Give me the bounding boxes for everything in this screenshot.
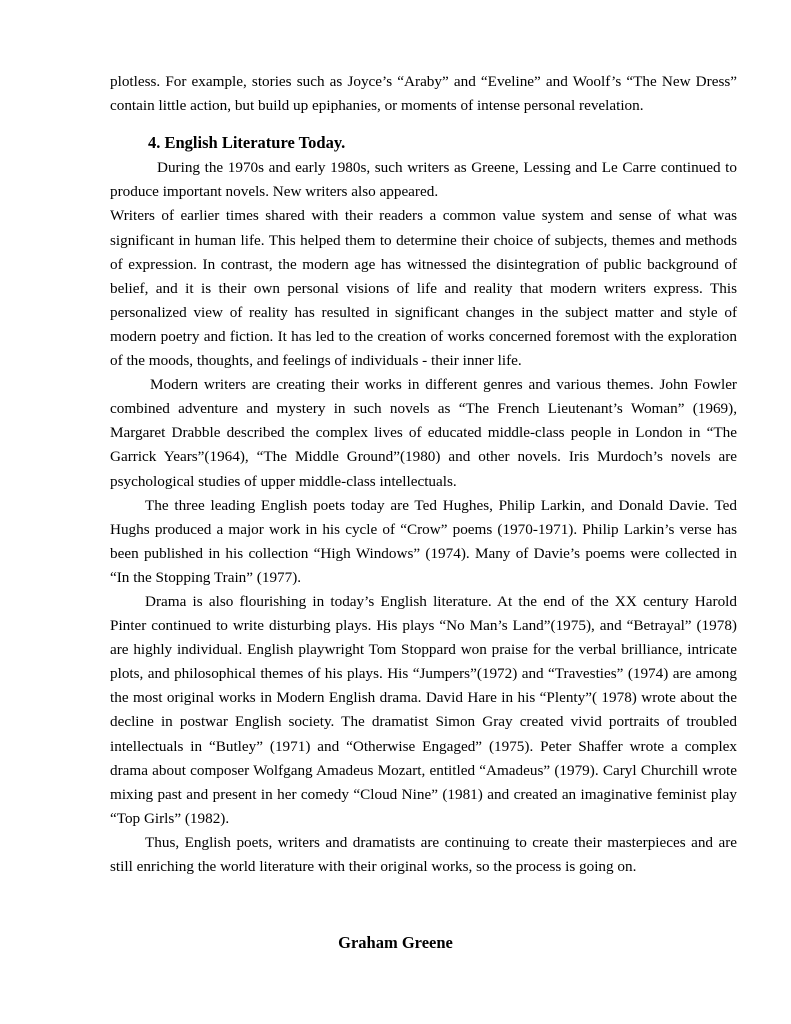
paragraph-modern-age: Writers of earlier times shared with their readers a common value system and sense of what was significant in human life. This helped them to determine their choice of subjects, themes and methods of expression. In contrast, the modern age has witnessed the disintegration of public background of belief, and it is their own personal visions of life and reality that modern writers express. This personalized view of reality has resulted in significant changes in the subject matter and style of modern poetry and fiction. It has led to the creation of works concerned foremost with the exploration of the moods, thoughts, and feelings of individuals - their inner life. [110, 207, 737, 370]
document-body [110, 70, 737, 879]
section-heading: 4. English Literature Today. [148, 133, 346, 153]
intro-paragraph: plotless. For example, stories such as Joyce’s “Araby” and “Eveline” and Woolf’s “The New Dress” contain little action, but build up epiphanies, or moments of intense personal revelation. [110, 73, 737, 115]
next-section-title: Graham Greene [338, 933, 453, 952]
paragraph-drama: Drama is also flourishing in today’s English literature. At the end of the XX century Harold Pinter continued to write disturbing plays. His plays “No Man’s Land”(1975), and “Betrayal” (1978) are highly individual. English playwright Tom Stoppard won praise for the verbal brilliance, intricate plots, and philosophical themes of his plays. His “Jumpers”(1972) and “Travesties” (1974) are among the most original works in Modern English drama. David Hare in his “Plenty”( 1978) wrote about the decline in postwar English society. The dramatist Simon Gray created vivid portraits of troubled intellectuals in “Butley” (1971) and “Otherwise Engaged” (1975). Peter Shaffer wrote a complex drama about composer Wolfgang Amadeus Mozart, entitled “Amadeus” (1979). Caryl Churchill wrote mixing past and present in her comedy “Cloud Nine” (1981) and created an imaginative feminist play “Top Girls” (1982). [110, 592, 737, 827]
paragraph-poets: The three leading English poets today are Ted Hughes, Philip Larkin, and Donald Davie. Ted Hughs produced a major work in his cycle of “Crow” poems (1970-1971). Philip Larkin’s verse has been published in his collection “High Windows” (1974). Many of Davie’s poems were collected in “In the Stopping Train” (1977). [110, 496, 737, 586]
paragraph-1970s-writers: During the 1970s and early 1980s, such writers as Greene, Lessing and Le Carre continued to produce important novels. New writers also appeared. [110, 159, 737, 201]
paragraph-conclusion: Thus, English poets, writers and dramatists are continuing to create their masterpieces and are still enriching the world literature with their original works, so the process is going on. [110, 833, 737, 875]
paragraph-modern-writers: Modern writers are creating their works in different genres and various themes. John Fowler combined adventure and mystery in such novels as “The French Lieutenant’s Woman” (1969), Margaret Drabble described the complex lives of educated middle-class people in London in “The Garrick Years”(1964), “The Middle Ground”(1980) and other novels. Iris Murdoch’s novels are psychological studies of upper middle-class intellectuals. [110, 376, 737, 490]
